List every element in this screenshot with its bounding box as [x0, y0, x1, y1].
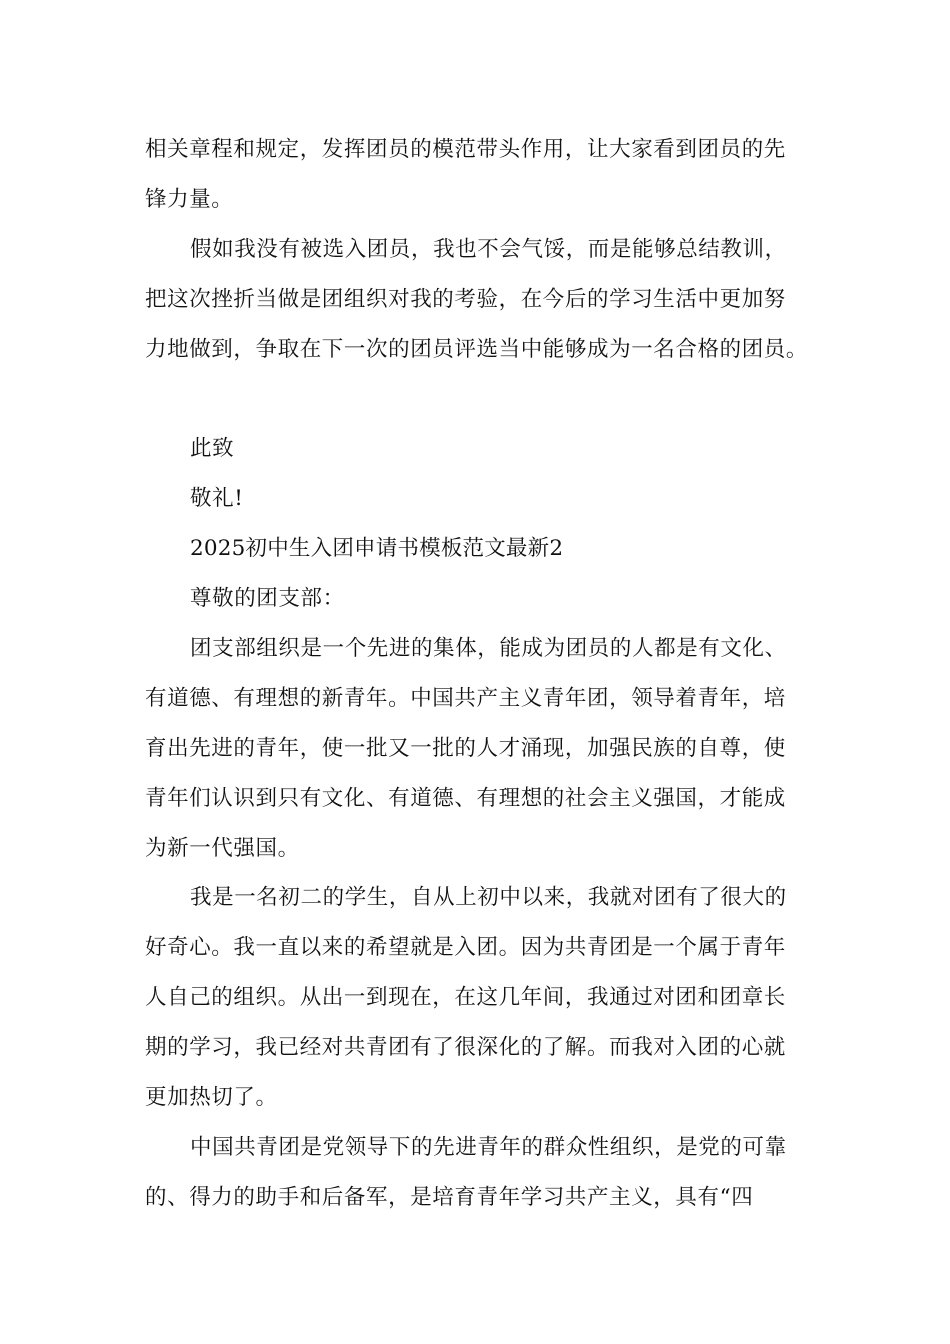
closing-salutation: 此致	[190, 436, 235, 461]
text-line: 中国共青团是党领导下的先进青年的群众性组织，是党的可靠	[190, 1135, 787, 1160]
text-line: 育出先进的青年，使一批又一批的人才涌现，加强民族的自尊，使	[145, 736, 786, 761]
text-line: 团支部组织是一个先进的集体，能成为团员的人都是有文化、	[190, 636, 787, 661]
text-line: 有道德、有理想的新青年。中国共产主义青年团，领导着青年，培	[145, 686, 786, 711]
text-line: 我是一名初二的学生，自从上初中以来，我就对团有了很大的	[190, 885, 787, 910]
text-line: 期的学习，我已经对共青团有了很深化的了解。而我对入团的心就	[145, 1035, 786, 1060]
text-line: 力地做到，争取在下一次的团员评选当中能够成为一名合格的团员。	[145, 337, 809, 362]
text-line: 假如我没有被选入团员，我也不会气馁，而是能够总结教训，	[190, 237, 787, 262]
text-line: 把这次挫折当做是团组织对我的考验，在今后的学习生活中更加努	[145, 287, 786, 312]
text-line: 的、得力的助手和后备军，是培育青年学习共产主义，具有“四	[145, 1185, 754, 1210]
text-line: 更加热切了。	[145, 1085, 278, 1110]
greeting: 尊敬的团支部：	[190, 586, 345, 611]
section-title: 2025初中生入团申请书模板范文最新2	[190, 536, 564, 561]
text-line: 好奇心。我一直以来的希望就是入团。因为共青团是一个属于青年	[145, 935, 786, 960]
closing-regards: 敬礼!	[190, 486, 244, 511]
text-line: 为新一代强国。	[145, 836, 300, 861]
text-line: 锋力量。	[145, 187, 234, 212]
text-line: 青年们认识到只有文化、有道德、有理想的社会主义强国，才能成	[145, 786, 786, 811]
text-line: 人自己的组织。从出一到现在，在这几年间，我通过对团和团章长	[145, 985, 786, 1010]
text-line: 相关章程和规定，发挥团员的模范带头作用，让大家看到团员的先	[145, 137, 786, 162]
